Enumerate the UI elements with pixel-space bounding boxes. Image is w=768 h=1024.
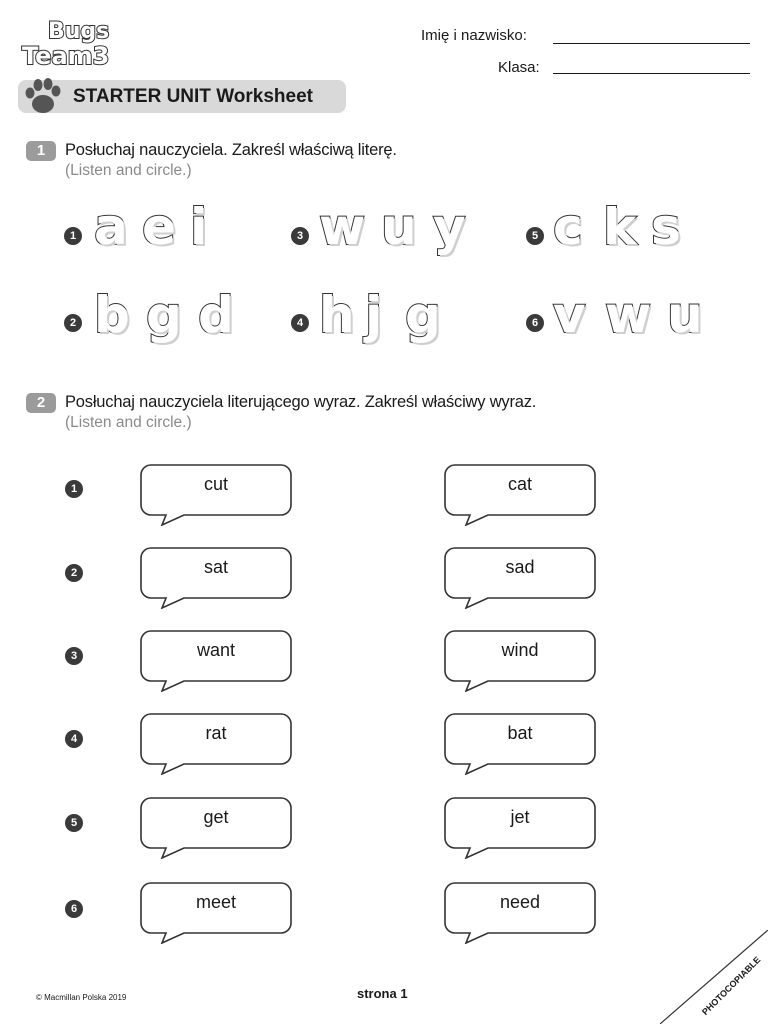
word-text: cut (203, 474, 228, 494)
word-text: wind (501, 640, 539, 660)
worksheet-title: STARTER UNIT Worksheet (73, 86, 313, 107)
word-option-right[interactable] (444, 547, 598, 609)
letter-option[interactable]: u (381, 198, 417, 256)
word-text: sad (505, 557, 535, 577)
word-text: bat (507, 723, 533, 743)
logo-line1: Bugs (48, 19, 110, 44)
exercise2-number: 2 (26, 393, 56, 413)
letter-option[interactable]: c (553, 198, 583, 256)
word-option-left[interactable] (140, 464, 294, 526)
ex1-item-number: 6 (526, 314, 544, 332)
word-option-left[interactable] (140, 882, 294, 944)
ex1-item-letters (94, 286, 246, 344)
letter-option[interactable]: i (190, 198, 208, 256)
exercise2-subtitle: (Listen and circle.) (65, 414, 192, 431)
word-option-right[interactable] (444, 713, 598, 775)
ex2-item-number: 6 (65, 900, 83, 918)
word-option-left[interactable] (140, 547, 294, 609)
exercise1-number: 1 (26, 141, 56, 161)
worksheet-banner (18, 80, 346, 113)
letter-option[interactable]: b (94, 286, 130, 344)
letter-option[interactable]: e (142, 198, 176, 256)
ex2-item-number: 4 (65, 730, 83, 748)
letter-option[interactable]: j (365, 286, 383, 344)
letter-option[interactable]: a (94, 198, 128, 256)
class-field[interactable] (553, 73, 750, 74)
exercise1-instruction: Posłuchaj nauczyciela. Zakreśl właściwą literę. (65, 141, 397, 159)
bugs-team-logo (20, 14, 132, 70)
paw-print-icon (22, 74, 66, 118)
ex1-item-number: 4 (291, 314, 309, 332)
letter-option[interactable]: g (146, 286, 182, 344)
ex1-item-number: 2 (64, 314, 82, 332)
logo-line2: Team3 (22, 42, 110, 70)
letter-option[interactable]: d (198, 286, 234, 344)
letter-option[interactable]: k (603, 198, 637, 256)
ex1-item-number: 3 (291, 227, 309, 245)
ex2-item-number: 1 (65, 480, 83, 498)
ex1-item-letters (319, 286, 449, 344)
word-option-left[interactable] (140, 713, 294, 775)
logo-graphic (20, 14, 132, 70)
word-text: want (196, 640, 236, 660)
copyright: © Macmillan Polska 2019 (36, 993, 127, 1002)
ex1-item-letters (553, 198, 691, 256)
ex1-item-number: 1 (64, 227, 82, 245)
word-option-right[interactable] (444, 630, 598, 692)
letter-option[interactable]: y (433, 198, 466, 256)
ex2-item-number: 2 (65, 564, 83, 582)
letter-option[interactable]: w (319, 198, 366, 256)
photocopiable-label: PHOTOCOPIABLE (700, 954, 763, 1018)
ex1-item-letters (319, 198, 477, 256)
exercise2-instruction: Posłuchaj nauczyciela literującego wyraz. Zakreśl właściwy wyraz. (65, 393, 537, 411)
letter-option[interactable]: s (651, 198, 681, 256)
word-text: sat (203, 557, 228, 577)
word-text: cat (507, 474, 532, 494)
word-option-right[interactable] (444, 797, 598, 859)
ex1-item-number: 5 (526, 227, 544, 245)
word-option-left[interactable] (140, 630, 294, 692)
letter-option[interactable]: u (667, 286, 703, 344)
word-option-left[interactable] (140, 797, 294, 859)
page-number: strona 1 (357, 986, 408, 1001)
ex2-item-number: 5 (65, 814, 83, 832)
name-field[interactable] (553, 43, 750, 44)
word-text: rat (205, 723, 227, 743)
ex1-item-letters (553, 286, 711, 344)
word-option-right[interactable] (444, 882, 598, 944)
word-text: jet (510, 807, 530, 827)
ex1-item-letters (94, 198, 230, 256)
class-label: Klasa: (498, 59, 540, 76)
ex2-item-number: 3 (65, 647, 83, 665)
name-label: Imię i nazwisko: (421, 27, 527, 44)
letter-option[interactable]: h (319, 286, 355, 344)
letter-option[interactable]: g (405, 286, 441, 344)
letter-option[interactable]: w (605, 286, 652, 344)
exercise1-subtitle: (Listen and circle.) (65, 162, 192, 179)
letter-option[interactable]: v (553, 286, 586, 344)
word-text: get (203, 807, 229, 827)
word-text: meet (195, 892, 237, 912)
word-text: need (499, 892, 541, 912)
word-option-right[interactable] (444, 464, 598, 526)
